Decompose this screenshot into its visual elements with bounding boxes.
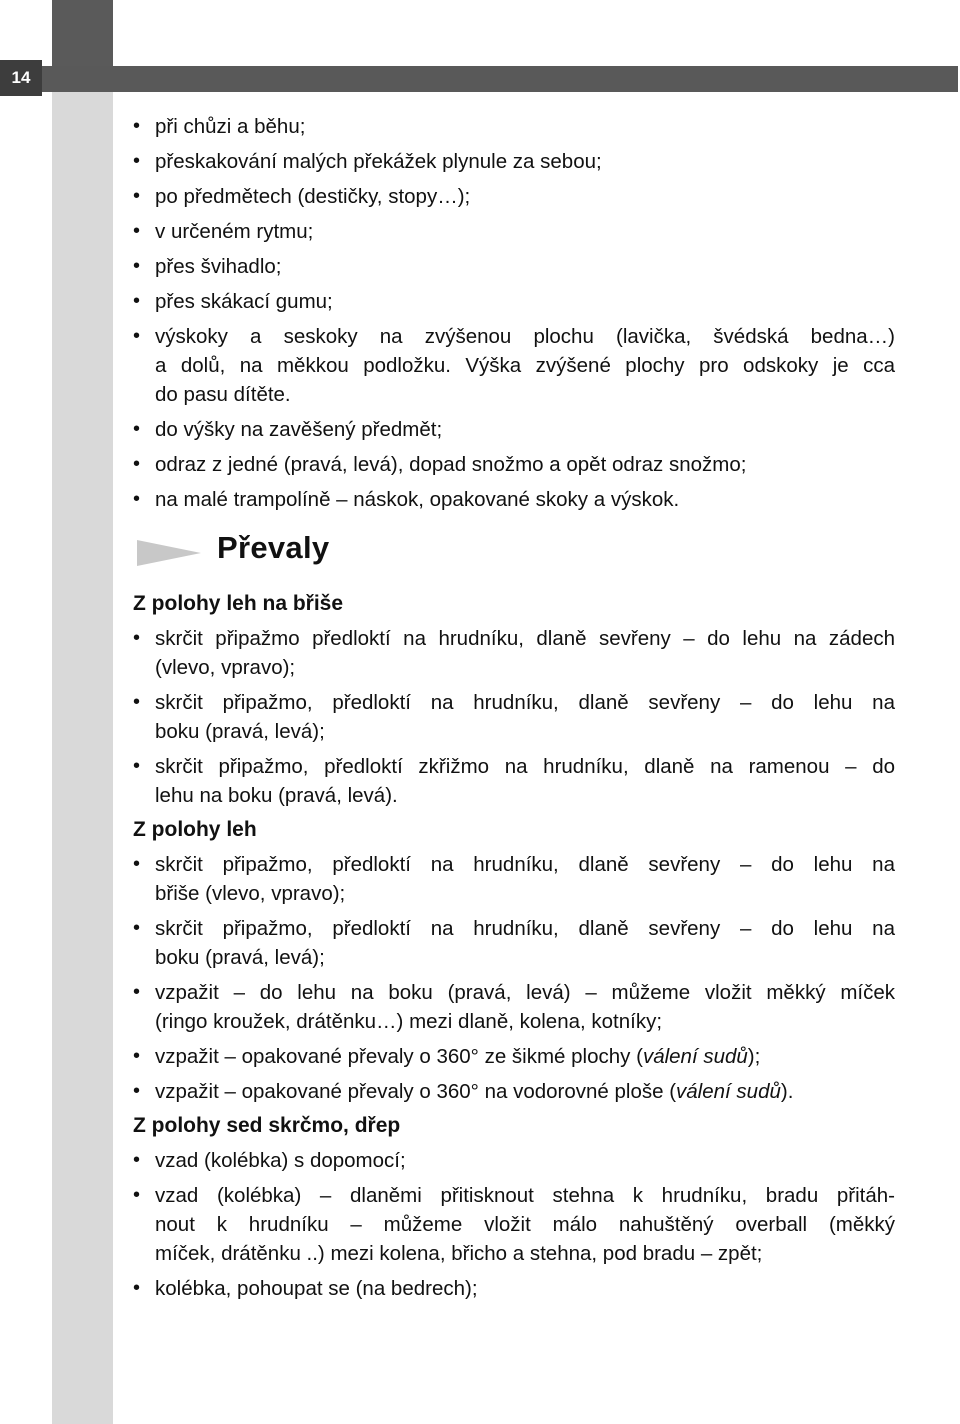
list-item: • vzpažit – opakované převaly o 360° ze šikmé plochy (válení sudů); <box>133 1042 895 1071</box>
list-item: • kolébka, pohoupat se (na bedrech); <box>133 1274 895 1303</box>
list-item: • vzpažit – opakované převaly o 360° na vodorovné ploše (válení sudů). <box>133 1077 895 1106</box>
section-title: Převaly <box>217 530 330 565</box>
roll-list-2 <box>133 850 895 1106</box>
subheading: Z polohy leh na břiše <box>133 592 344 615</box>
list-item: • odraz z jedné (pravá, levá), dopad snožmo a opět odraz snožmo; <box>133 450 895 479</box>
list-item: • při chůzi a běhu; <box>133 112 895 141</box>
list-item: • v určeném rytmu; <box>133 217 895 246</box>
page-content <box>133 112 895 1309</box>
list-item: • skrčit připažmo, předloktí na hrudníku, dlaně sevřeny – do lehu na břiše (vlevo, vpravo); <box>133 850 895 908</box>
list-item: • po předmětech (destičky, stopy…); <box>133 182 895 211</box>
subheading: Z polohy sed skrčmo, dřep <box>133 1114 401 1137</box>
corner-block <box>52 0 113 66</box>
list-item: • přes švihadlo; <box>133 252 895 281</box>
list-item: • skrčit připažmo, předloktí na hrudníku, dlaně sevřeny – do lehu na boku (pravá, levá); <box>133 688 895 746</box>
roll-list-3 <box>133 1146 895 1303</box>
list-item: • přeskakování malých překážek plynule za sebou; <box>133 147 895 176</box>
jump-list <box>133 112 895 514</box>
header-bar <box>0 66 958 92</box>
page-number: 14 <box>0 60 42 96</box>
list-item: • výskoky a seskoky na zvýšenou plochu (lavička, švédská bedna…) a dolů, na měkkou podložku. Výška zvýšené plochy pro odskoky je cca do pasu dítěte. <box>133 322 895 409</box>
arrow-icon <box>137 540 201 566</box>
list-item: • vzpažit – do lehu na boku (pravá, levá) – můžeme vložit měkký míček (ringo kroužek, drátěnku…) mezi dlaně, kolena, kotníky; <box>133 978 895 1036</box>
section-header <box>133 526 895 586</box>
list-item: • na malé trampolíně – náskok, opakované skoky a výskok. <box>133 485 895 514</box>
list-item: • přes skákací gumu; <box>133 287 895 316</box>
list-item: • skrčit připažmo, předloktí zkřižmo na hrudníku, dlaně na ramenou – do lehu na boku (pravá, levá). <box>133 752 895 810</box>
list-item: • do výšky na zavěšený předmět; <box>133 415 895 444</box>
list-item: • vzad (kolébka) s dopomocí; <box>133 1146 895 1175</box>
roll-list-1 <box>133 624 895 810</box>
subheading: Z polohy leh <box>133 818 257 841</box>
list-item: • vzad (kolébka) – dlaněmi přitisknout stehna k hrudníku, bradu přitáh- nout k hrudníku – můžeme vložit málo nahuštěný overball (měkký míček, drátěnku ..) mezi kolena, břicho a stehna, pod bradu – zpět; <box>133 1181 895 1268</box>
list-item: • skrčit připažmo, předloktí na hrudníku, dlaně sevřeny – do lehu na boku (pravá, levá); <box>133 914 895 972</box>
list-item: • skrčit připažmo předloktí na hrudníku, dlaně sevřeny – do lehu na zádech (vlevo, vpravo); <box>133 624 895 682</box>
left-margin-bar <box>52 0 113 1424</box>
